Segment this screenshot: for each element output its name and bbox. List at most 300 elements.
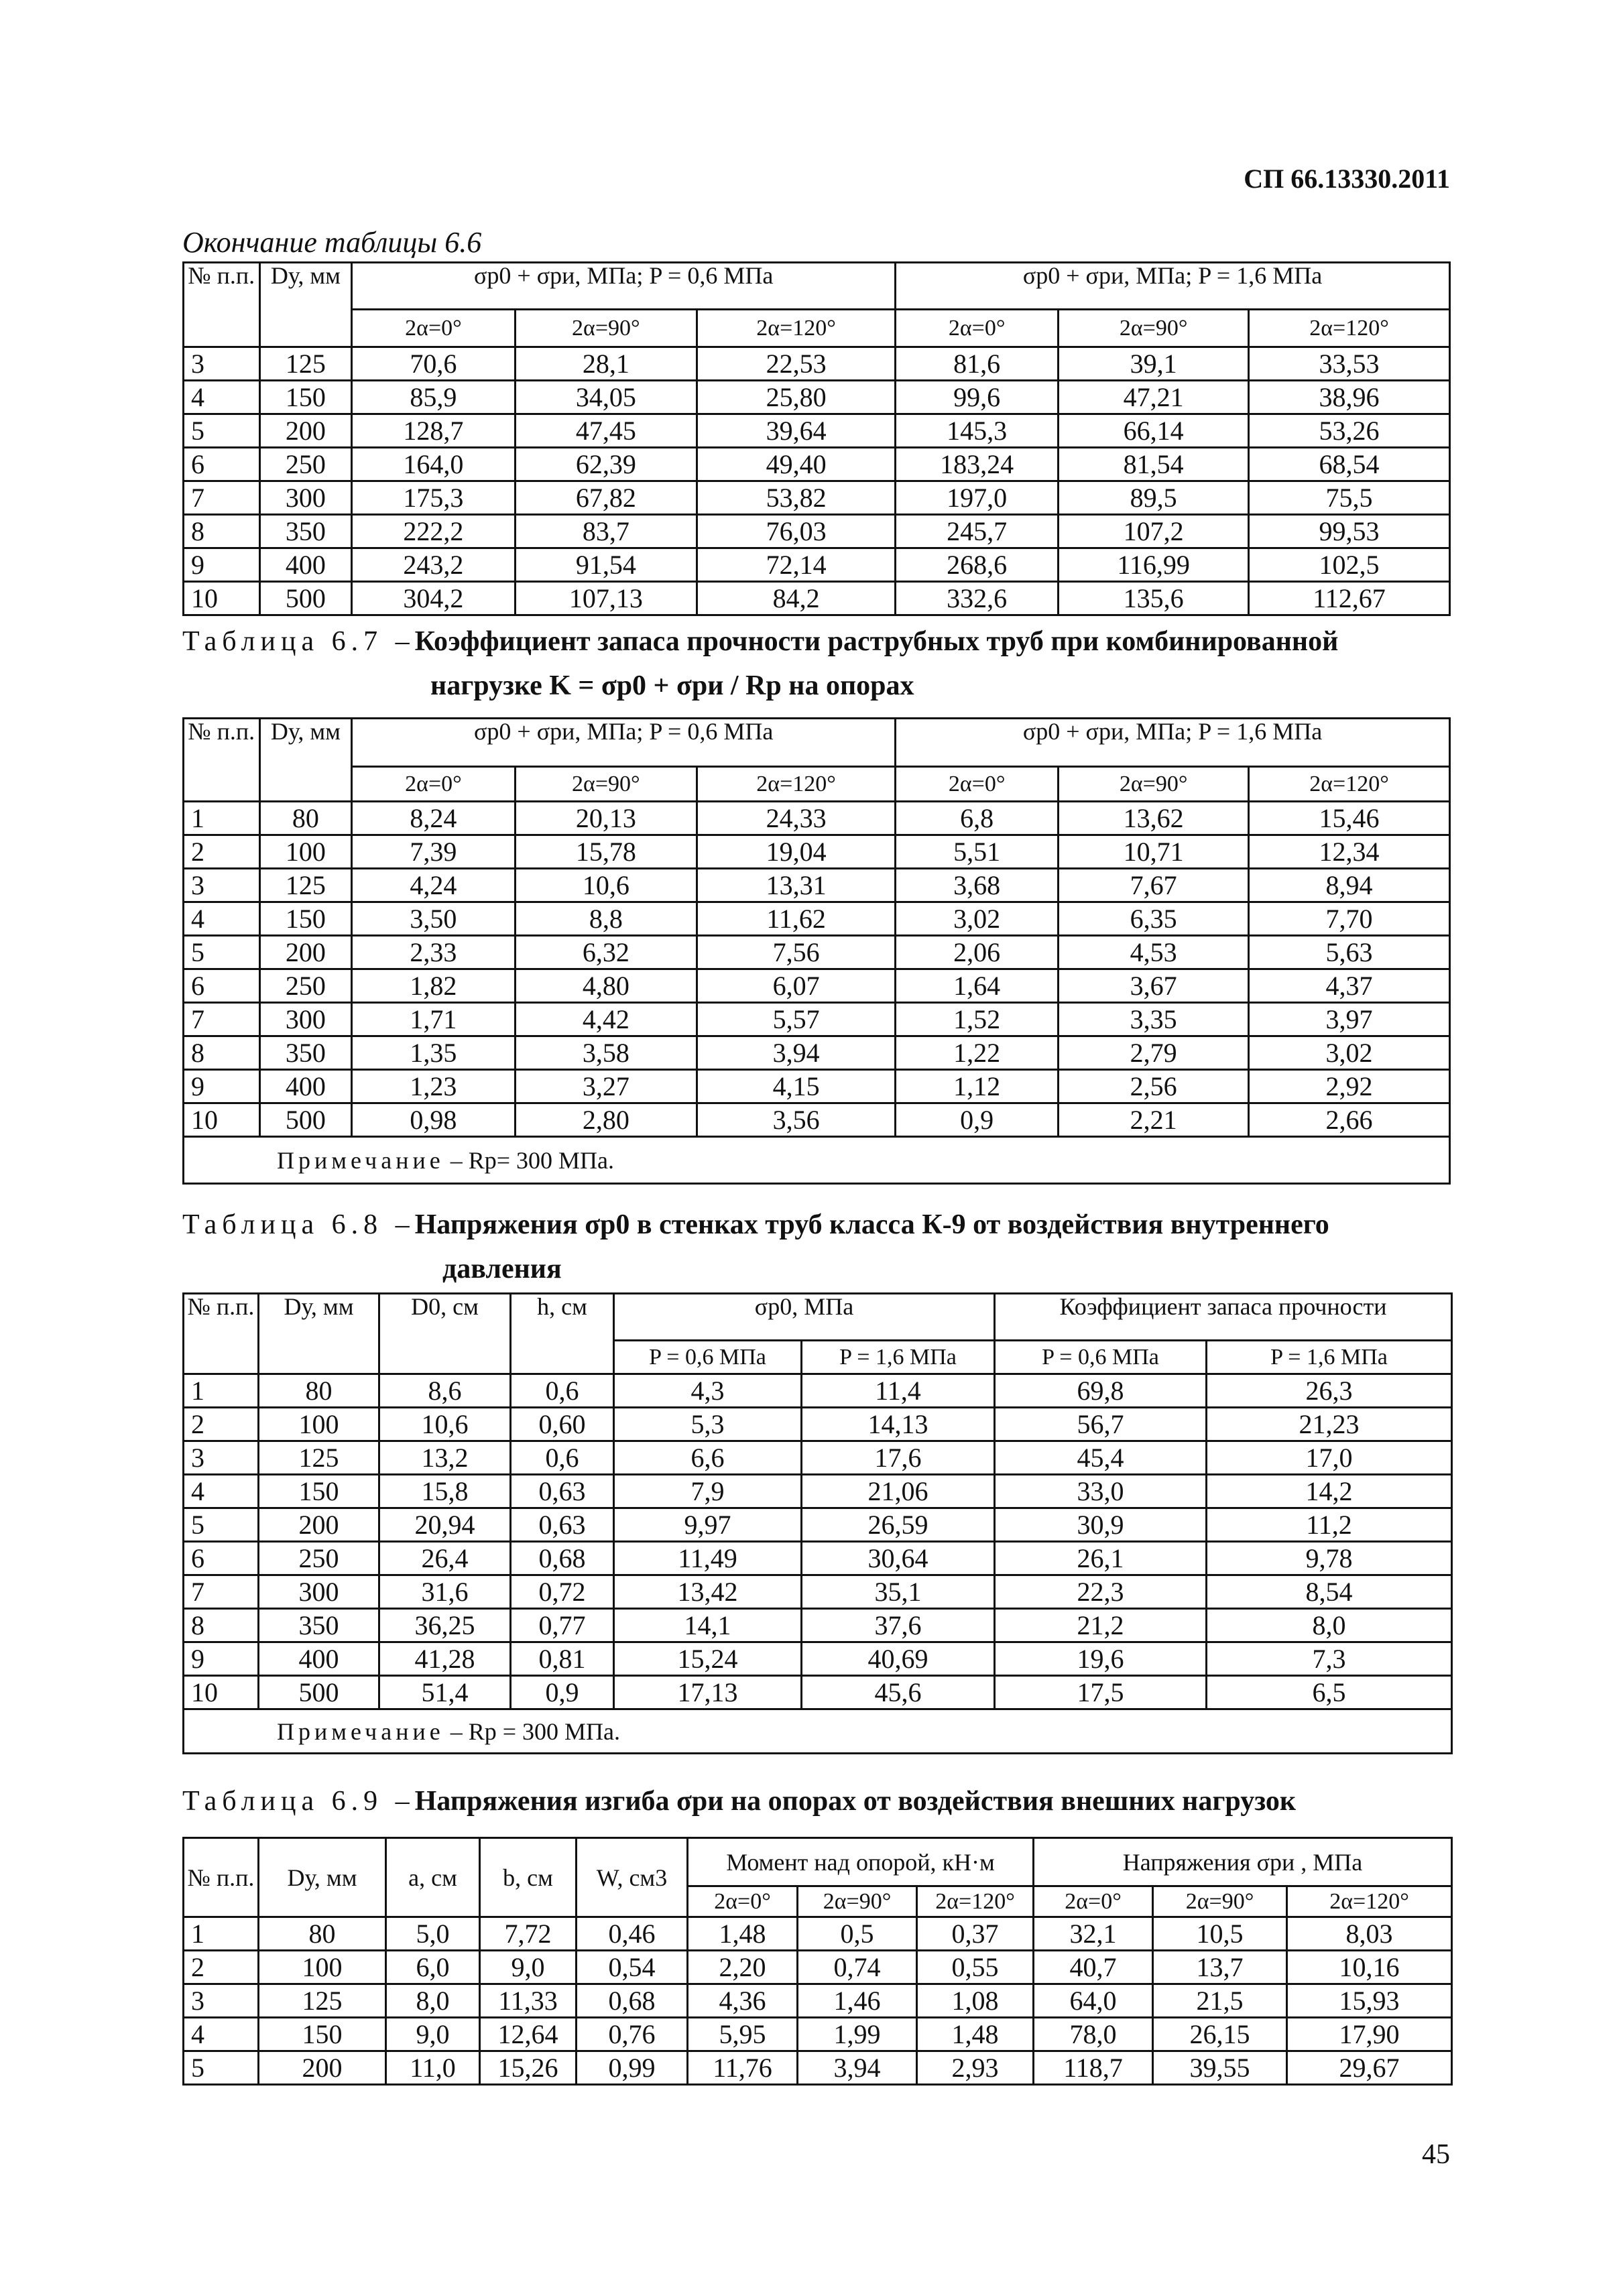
table-cell: 17,0 bbox=[1207, 1441, 1452, 1475]
table-cell: 17,6 bbox=[802, 1441, 995, 1475]
subheader-cell: 2α=0° bbox=[896, 767, 1059, 802]
table-cell: 4,80 bbox=[515, 969, 697, 1003]
angle-header-row bbox=[184, 310, 1450, 347]
table-row bbox=[184, 1917, 1452, 1951]
table-cell: 3,97 bbox=[1249, 1003, 1450, 1036]
table-cell: 15,46 bbox=[1249, 802, 1450, 835]
table-cell: 8,03 bbox=[1287, 1917, 1452, 1951]
table-cell: 26,59 bbox=[802, 1508, 995, 1542]
table-cell: 116,99 bbox=[1059, 548, 1249, 582]
subheader-cell: 2α=120° bbox=[1249, 310, 1450, 347]
table-cell: 6 bbox=[184, 1542, 259, 1575]
table-cell: 500 bbox=[259, 1103, 352, 1137]
table-cell: 4,37 bbox=[1249, 969, 1450, 1003]
table-cell: 1,23 bbox=[352, 1070, 515, 1103]
table-cell: 53,26 bbox=[1249, 414, 1450, 448]
table-cell: 21,2 bbox=[995, 1609, 1207, 1642]
table-cell: 150 bbox=[259, 902, 352, 936]
table-cell: 7,72 bbox=[480, 1917, 577, 1951]
table-cell: 164,0 bbox=[352, 448, 515, 481]
table-cell: 14,13 bbox=[802, 1408, 995, 1441]
table-cell: 33,53 bbox=[1249, 347, 1450, 381]
table-cell: 200 bbox=[259, 936, 352, 969]
table-cell: 9,97 bbox=[614, 1508, 802, 1542]
table-cell: 3,94 bbox=[798, 2051, 917, 2085]
document-code: СП 66.13330.2011 bbox=[1244, 164, 1450, 194]
table-cell: 6,6 bbox=[614, 1441, 802, 1475]
header-number: № п.п. bbox=[184, 1294, 259, 1374]
table-cell: 3 bbox=[184, 347, 260, 381]
table-cell: 10 bbox=[184, 1676, 259, 1709]
table-6-8 bbox=[182, 1292, 1453, 1754]
header-number: № п.п. bbox=[184, 719, 260, 802]
table-cell: 62,39 bbox=[515, 448, 697, 481]
table-cell: 28,1 bbox=[515, 347, 697, 381]
subheader-cell: P = 0,6 МПа bbox=[995, 1341, 1207, 1374]
table-cell: 49,40 bbox=[697, 448, 896, 481]
header-bending-stress: Напряжения σри , МПа bbox=[1034, 1838, 1452, 1886]
table-cell: 2 bbox=[184, 835, 260, 869]
table-row bbox=[184, 414, 1450, 448]
table-cell: 150 bbox=[259, 381, 352, 414]
table-row bbox=[184, 1374, 1452, 1408]
header-number: № п.п. bbox=[184, 263, 260, 347]
table-cell: 80 bbox=[259, 802, 352, 835]
table-cell: 3,27 bbox=[515, 1070, 697, 1103]
table-cell: 2,80 bbox=[515, 1103, 697, 1137]
table-cell: 300 bbox=[259, 481, 352, 515]
table-cell: 3,94 bbox=[697, 1036, 896, 1070]
table-cell: 22,53 bbox=[697, 347, 896, 381]
table-cell: 35,1 bbox=[802, 1575, 995, 1609]
table-cell: 1,99 bbox=[798, 2018, 917, 2051]
table-body bbox=[184, 802, 1450, 1137]
header-outer-diameter: D0, см bbox=[379, 1294, 511, 1374]
table-row bbox=[184, 1441, 1452, 1475]
table-cell: 67,82 bbox=[515, 481, 697, 515]
table-cell: 0,76 bbox=[577, 2018, 688, 2051]
table-cell: 6,0 bbox=[386, 1951, 480, 1984]
caption-prefix: Таблица 6.7 – bbox=[182, 626, 415, 657]
table-cell: 7,9 bbox=[614, 1475, 802, 1508]
table-cell: 250 bbox=[259, 1542, 379, 1575]
table-cell: 135,6 bbox=[1059, 582, 1249, 615]
table-cell: 11,0 bbox=[386, 2051, 480, 2085]
table-cell: 81,54 bbox=[1059, 448, 1249, 481]
table-cell: 8 bbox=[184, 515, 260, 548]
table-cell: 72,14 bbox=[697, 548, 896, 582]
table-cell: 4 bbox=[184, 381, 260, 414]
table-cell: 40,7 bbox=[1034, 1951, 1153, 1984]
table-cell: 5,95 bbox=[688, 2018, 798, 2051]
table-cell: 5,63 bbox=[1249, 936, 1450, 969]
table-cell: 125 bbox=[259, 869, 352, 902]
table-6-9-caption bbox=[182, 1779, 1443, 1823]
table-cell: 100 bbox=[259, 1408, 379, 1441]
header-a: a, см bbox=[386, 1838, 480, 1917]
table-cell: 0,5 bbox=[798, 1917, 917, 1951]
caption-line-1: Коэффициент запаса прочности раструбных труб при комбинированной bbox=[414, 626, 1339, 657]
table-6-7 bbox=[182, 717, 1451, 1185]
table-cell: 32,1 bbox=[1034, 1917, 1153, 1951]
table-cell: 9,0 bbox=[480, 1951, 577, 1984]
table-cell: 200 bbox=[259, 2051, 386, 2085]
table-cell: 4 bbox=[184, 2018, 259, 2051]
table-cell: 78,0 bbox=[1034, 2018, 1153, 2051]
table-cell: 8,94 bbox=[1249, 869, 1450, 902]
table-cell: 7 bbox=[184, 1003, 260, 1036]
table-cell: 69,8 bbox=[995, 1374, 1207, 1408]
subheader-cell: 2α=0° bbox=[688, 1886, 798, 1917]
header-nominal-diameter: Dу, мм bbox=[259, 719, 352, 802]
table-cell: 9 bbox=[184, 548, 260, 582]
table-cell: 80 bbox=[259, 1917, 386, 1951]
table-cell: 112,67 bbox=[1249, 582, 1450, 615]
header-section-modulus: W, см3 bbox=[577, 1838, 688, 1917]
table-cell: 5 bbox=[184, 936, 260, 969]
subheader-cell: 2α=90° bbox=[1059, 767, 1249, 802]
subheader-cell: 2α=0° bbox=[352, 310, 515, 347]
header-moment: Момент над опорой, кН·м bbox=[688, 1838, 1034, 1886]
table-cell: 26,4 bbox=[379, 1542, 511, 1575]
table-cell: 15,93 bbox=[1287, 1984, 1452, 2018]
table-cell: 6,35 bbox=[1059, 902, 1249, 936]
table-cell: 66,14 bbox=[1059, 414, 1249, 448]
table-cell: 400 bbox=[259, 548, 352, 582]
table-cell: 1,64 bbox=[896, 969, 1059, 1003]
table-cell: 0,68 bbox=[511, 1542, 614, 1575]
table-cell: 76,03 bbox=[697, 515, 896, 548]
table-cell: 89,5 bbox=[1059, 481, 1249, 515]
table-cell: 11,2 bbox=[1207, 1508, 1452, 1542]
subheader-cell: 2α=120° bbox=[1249, 767, 1450, 802]
table-cell: 2,66 bbox=[1249, 1103, 1450, 1137]
table-cell: 99,6 bbox=[896, 381, 1059, 414]
table-cell: 2 bbox=[184, 1408, 259, 1441]
table-cell: 26,3 bbox=[1207, 1374, 1452, 1408]
subheader-cell: 2α=120° bbox=[917, 1886, 1034, 1917]
table-cell: 107,13 bbox=[515, 582, 697, 615]
header-group-pressure-0-6: σр0 + σри, МПа; P = 0,6 МПа bbox=[352, 719, 896, 767]
table-row bbox=[184, 448, 1450, 481]
table-body bbox=[184, 347, 1450, 615]
table-cell: 14,1 bbox=[614, 1609, 802, 1642]
table-cell: 0,9 bbox=[896, 1103, 1059, 1137]
table-cell: 13,31 bbox=[697, 869, 896, 902]
table-cell: 5,0 bbox=[386, 1917, 480, 1951]
table-cell: 37,6 bbox=[802, 1609, 995, 1642]
table-cell: 332,6 bbox=[896, 582, 1059, 615]
table-cell: 8 bbox=[184, 1036, 260, 1070]
header-number: № п.п. bbox=[184, 1838, 259, 1917]
table-cell: 5,51 bbox=[896, 835, 1059, 869]
table-cell: 13,62 bbox=[1059, 802, 1249, 835]
table-row bbox=[184, 1542, 1452, 1575]
table-row bbox=[184, 347, 1450, 381]
table-row bbox=[184, 2018, 1452, 2051]
table-cell: 0,60 bbox=[511, 1408, 614, 1441]
table-cell: 1,35 bbox=[352, 1036, 515, 1070]
table-cell: 350 bbox=[259, 1609, 379, 1642]
table-cell: 81,6 bbox=[896, 347, 1059, 381]
table-cell: 10,6 bbox=[515, 869, 697, 902]
table-cell: 102,5 bbox=[1249, 548, 1450, 582]
table-cell: 11,62 bbox=[697, 902, 896, 936]
table-cell: 4 bbox=[184, 902, 260, 936]
table-cell: 100 bbox=[259, 835, 352, 869]
table-cell: 3,02 bbox=[896, 902, 1059, 936]
table-cell: 243,2 bbox=[352, 548, 515, 582]
table-row bbox=[184, 2051, 1452, 2085]
table-cell: 15,8 bbox=[379, 1475, 511, 1508]
table-6-7-caption bbox=[182, 619, 1443, 708]
table-cell: 200 bbox=[259, 414, 352, 448]
table-cell: 183,24 bbox=[896, 448, 1059, 481]
table-cell: 17,13 bbox=[614, 1676, 802, 1709]
table-cell: 17,90 bbox=[1287, 2018, 1452, 2051]
header-b: b, см bbox=[480, 1838, 577, 1917]
table-cell: 85,9 bbox=[352, 381, 515, 414]
table-cell: 7,3 bbox=[1207, 1642, 1452, 1676]
header-safety-factor: Коэффициент запаса прочности bbox=[995, 1294, 1452, 1341]
table-cell: 6,07 bbox=[697, 969, 896, 1003]
table-cell: 41,28 bbox=[379, 1642, 511, 1676]
table-cell: 0,74 bbox=[798, 1951, 917, 1984]
table-row bbox=[184, 1036, 1450, 1070]
table-cell: 45,4 bbox=[995, 1441, 1207, 1475]
table-cell: 11,33 bbox=[480, 1984, 577, 2018]
table-cell: 10 bbox=[184, 1103, 260, 1137]
header-nominal-diameter: Dу, мм bbox=[259, 263, 352, 347]
subheader-cell: 2α=90° bbox=[1153, 1886, 1287, 1917]
table-cell: 12,64 bbox=[480, 2018, 577, 2051]
table-6-6-continuation-title: Окончание таблицы 6.6 bbox=[182, 226, 482, 259]
table-cell: 7 bbox=[184, 481, 260, 515]
table-cell: 29,67 bbox=[1287, 2051, 1452, 2085]
table-row bbox=[184, 1609, 1452, 1642]
table-cell: 5,57 bbox=[697, 1003, 896, 1036]
table-cell: 1,12 bbox=[896, 1070, 1059, 1103]
table-cell: 8,54 bbox=[1207, 1575, 1452, 1609]
table-row bbox=[184, 1676, 1452, 1709]
table-cell: 3,67 bbox=[1059, 969, 1249, 1003]
table-cell: 145,3 bbox=[896, 414, 1059, 448]
table-row bbox=[184, 1951, 1452, 1984]
table-cell: 64,0 bbox=[1034, 1984, 1153, 2018]
table-cell: 6,5 bbox=[1207, 1676, 1452, 1709]
subheader-cell: 2α=90° bbox=[515, 310, 697, 347]
table-cell: 3,58 bbox=[515, 1036, 697, 1070]
table-cell: 8,8 bbox=[515, 902, 697, 936]
table-row bbox=[184, 835, 1450, 869]
header-wall-thickness: h, см bbox=[511, 1294, 614, 1374]
table-cell: 30,9 bbox=[995, 1508, 1207, 1542]
table-cell: 68,54 bbox=[1249, 448, 1450, 481]
table-cell: 350 bbox=[259, 1036, 352, 1070]
table-row bbox=[184, 548, 1450, 582]
table-note: Примечание – Rр = 300 МПа. bbox=[184, 1709, 1452, 1754]
table-cell: 0,72 bbox=[511, 1575, 614, 1609]
caption-prefix: Таблица 6.9 – bbox=[182, 1786, 415, 1817]
table-cell: 31,6 bbox=[379, 1575, 511, 1609]
table-cell: 21,23 bbox=[1207, 1408, 1452, 1441]
table-cell: 0,68 bbox=[577, 1984, 688, 2018]
table-6-9 bbox=[182, 1837, 1453, 2086]
table-cell: 6 bbox=[184, 448, 260, 481]
table-cell: 10,16 bbox=[1287, 1951, 1452, 1984]
table-cell: 20,94 bbox=[379, 1508, 511, 1542]
table-cell: 11,4 bbox=[802, 1374, 995, 1408]
table-cell: 3,02 bbox=[1249, 1036, 1450, 1070]
table-cell: 0,9 bbox=[511, 1676, 614, 1709]
table-cell: 400 bbox=[259, 1070, 352, 1103]
table-cell: 10,5 bbox=[1153, 1917, 1287, 1951]
subheader-cell: P = 1,6 МПа bbox=[1207, 1341, 1452, 1374]
table-cell: 1,48 bbox=[688, 1917, 798, 1951]
header-group-pressure-0-6: σр0 + σри, МПа; P = 0,6 МПа bbox=[352, 263, 896, 310]
subheader-cell: P = 1,6 МПа bbox=[802, 1341, 995, 1374]
table-cell: 250 bbox=[259, 448, 352, 481]
table-cell: 13,42 bbox=[614, 1575, 802, 1609]
header-nominal-diameter: Dу, мм bbox=[259, 1294, 379, 1374]
table-cell: 3,35 bbox=[1059, 1003, 1249, 1036]
table-row bbox=[184, 1003, 1450, 1036]
caption-line-1: Напряжения σр0 в стенках труб класса К-9 от воздействия внутреннего bbox=[414, 1209, 1329, 1240]
table-cell: 0,6 bbox=[511, 1374, 614, 1408]
table-cell: 1 bbox=[184, 1374, 259, 1408]
table-cell: 5 bbox=[184, 2051, 259, 2085]
table-cell: 4,42 bbox=[515, 1003, 697, 1036]
table-cell: 53,82 bbox=[697, 481, 896, 515]
table-cell: 2,56 bbox=[1059, 1070, 1249, 1103]
table-row bbox=[184, 902, 1450, 936]
table-cell: 47,21 bbox=[1059, 381, 1249, 414]
table-cell: 26,15 bbox=[1153, 2018, 1287, 2051]
subheader-cell: 2α=90° bbox=[798, 1886, 917, 1917]
table-cell: 400 bbox=[259, 1642, 379, 1676]
table-cell: 9 bbox=[184, 1642, 259, 1676]
table-cell: 125 bbox=[259, 347, 352, 381]
table-cell: 7,70 bbox=[1249, 902, 1450, 936]
table-body bbox=[184, 1374, 1452, 1709]
table-cell: 150 bbox=[259, 2018, 386, 2051]
angle-header-row bbox=[184, 767, 1450, 802]
caption-line-2: давления bbox=[442, 1254, 562, 1284]
table-cell: 5 bbox=[184, 414, 260, 448]
table-cell: 45,6 bbox=[802, 1676, 995, 1709]
table-cell: 0,54 bbox=[577, 1951, 688, 1984]
subheader-cell: P = 0,6 МПа bbox=[614, 1341, 802, 1374]
table-cell: 197,0 bbox=[896, 481, 1059, 515]
table-cell: 12,34 bbox=[1249, 835, 1450, 869]
table-cell: 0,81 bbox=[511, 1642, 614, 1676]
table-cell: 2,33 bbox=[352, 936, 515, 969]
table-cell: 26,1 bbox=[995, 1542, 1207, 1575]
table-cell: 3,50 bbox=[352, 902, 515, 936]
table-cell: 2,21 bbox=[1059, 1103, 1249, 1137]
table-cell: 0,77 bbox=[511, 1609, 614, 1642]
table-cell: 1,71 bbox=[352, 1003, 515, 1036]
subheader-cell: 2α=0° bbox=[896, 310, 1059, 347]
table-cell: 17,5 bbox=[995, 1676, 1207, 1709]
table-cell: 200 bbox=[259, 1508, 379, 1542]
subheader-cell: 2α=120° bbox=[697, 310, 896, 347]
table-cell: 15,24 bbox=[614, 1642, 802, 1676]
table-cell: 3,68 bbox=[896, 869, 1059, 902]
table-cell: 1,22 bbox=[896, 1036, 1059, 1070]
table-cell: 2,20 bbox=[688, 1951, 798, 1984]
table-cell: 99,53 bbox=[1249, 515, 1450, 548]
table-cell: 125 bbox=[259, 1441, 379, 1475]
table-cell: 36,25 bbox=[379, 1609, 511, 1642]
table-row bbox=[184, 1984, 1452, 2018]
table-cell: 51,4 bbox=[379, 1676, 511, 1709]
subheader-cell: 2α=0° bbox=[1034, 1886, 1153, 1917]
table-row bbox=[184, 1642, 1452, 1676]
table-row bbox=[184, 481, 1450, 515]
table-cell: 22,3 bbox=[995, 1575, 1207, 1609]
table-row bbox=[184, 1475, 1452, 1508]
table-cell: 4,15 bbox=[697, 1070, 896, 1103]
table-6-6 bbox=[182, 261, 1451, 616]
table-cell: 9,0 bbox=[386, 2018, 480, 2051]
table-cell: 500 bbox=[259, 582, 352, 615]
table-cell: 7,67 bbox=[1059, 869, 1249, 902]
table-cell: 0,6 bbox=[511, 1441, 614, 1475]
table-row bbox=[184, 1070, 1450, 1103]
table-cell: 100 bbox=[259, 1951, 386, 1984]
table-cell: 30,64 bbox=[802, 1542, 995, 1575]
table-row bbox=[184, 381, 1450, 414]
header-group-pressure-1-6: σр0 + σри, МПа; P = 1,6 МПа bbox=[896, 719, 1450, 767]
table-cell: 1,52 bbox=[896, 1003, 1059, 1036]
table-cell: 0,63 bbox=[511, 1475, 614, 1508]
table-cell: 1,46 bbox=[798, 1984, 917, 2018]
table-cell: 107,2 bbox=[1059, 515, 1249, 548]
table-cell: 39,1 bbox=[1059, 347, 1249, 381]
table-cell: 1,48 bbox=[917, 2018, 1034, 2051]
table-cell: 0,46 bbox=[577, 1917, 688, 1951]
table-cell: 56,7 bbox=[995, 1408, 1207, 1441]
caption-line-2: нагрузке K = σр0 + σри / Rр на опорах bbox=[430, 670, 914, 701]
table-row bbox=[184, 582, 1450, 615]
table-cell: 1 bbox=[184, 1917, 259, 1951]
table-cell: 3 bbox=[184, 1984, 259, 2018]
table-cell: 7,39 bbox=[352, 835, 515, 869]
table-cell: 11,49 bbox=[614, 1542, 802, 1575]
page-number: 45 bbox=[1422, 2139, 1450, 2170]
table-cell: 125 bbox=[259, 1984, 386, 2018]
table-cell: 1,08 bbox=[917, 1984, 1034, 2018]
table-cell: 3 bbox=[184, 869, 260, 902]
table-cell: 0,37 bbox=[917, 1917, 1034, 1951]
table-body bbox=[184, 1917, 1452, 2085]
table-cell: 0,55 bbox=[917, 1951, 1034, 1984]
table-cell: 11,76 bbox=[688, 2051, 798, 2085]
table-cell: 6,32 bbox=[515, 936, 697, 969]
table-cell: 19,6 bbox=[995, 1642, 1207, 1676]
table-row bbox=[184, 1508, 1452, 1542]
subheader-cell: 2α=0° bbox=[352, 767, 515, 802]
table-cell: 1,82 bbox=[352, 969, 515, 1003]
table-cell: 175,3 bbox=[352, 481, 515, 515]
table-cell: 80 bbox=[259, 1374, 379, 1408]
table-row bbox=[184, 1408, 1452, 1441]
subheader-cell: 2α=120° bbox=[697, 767, 896, 802]
table-cell: 13,7 bbox=[1153, 1951, 1287, 1984]
table-cell: 2 bbox=[184, 1951, 259, 1984]
table-cell: 75,5 bbox=[1249, 481, 1450, 515]
